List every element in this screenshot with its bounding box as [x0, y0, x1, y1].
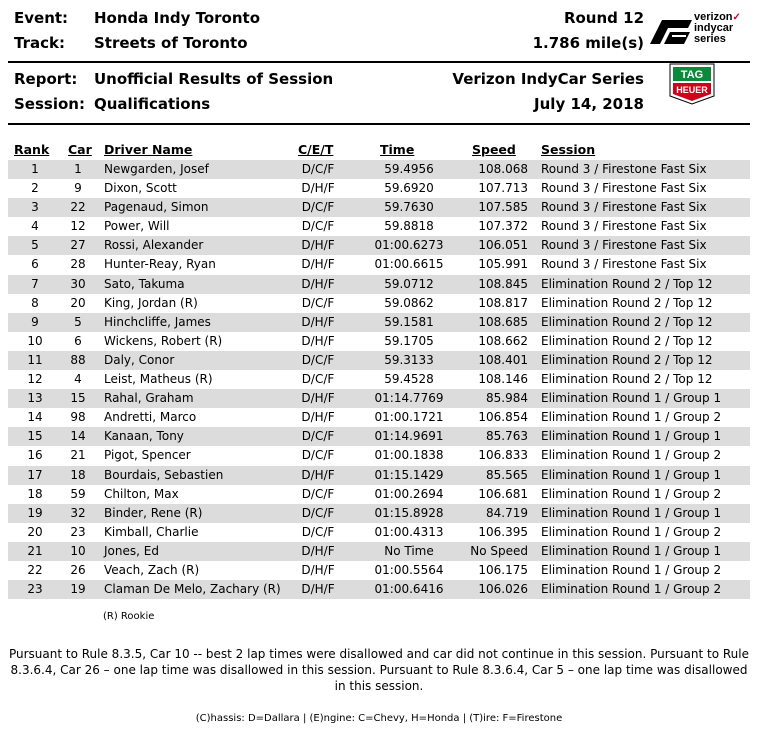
cell-time: 01:15.1429 — [374, 467, 444, 482]
header-time: Time — [380, 142, 415, 157]
cell-car: 30 — [70, 276, 86, 291]
cell-cet: D/C/F — [301, 505, 335, 520]
indycar-logo-line2: indycar — [694, 22, 734, 34]
cell-car: 12 — [70, 219, 86, 234]
cell-driver: Hinchcliffe, James — [104, 314, 211, 329]
header-car: Car — [68, 142, 92, 157]
cell-rank: 7 — [31, 276, 39, 291]
cell-driver: Kimball, Charlie — [104, 524, 199, 539]
cell-cet: D/H/F — [301, 410, 335, 425]
cell-session: Elimination Round 1 / Group 1 — [541, 391, 722, 406]
cell-session: Elimination Round 1 / Group 2 — [541, 410, 722, 425]
tag-logo-line1: TAG — [680, 69, 704, 81]
cell-driver: Sato, Takuma — [104, 276, 185, 291]
cell-time: 01:00.2694 — [374, 486, 444, 501]
tag-logo-line2: HEUER — [676, 85, 708, 95]
cell-car: 27 — [70, 238, 86, 253]
cell-rank: 3 — [31, 200, 39, 215]
cell-driver: Kanaan, Tony — [104, 429, 184, 444]
rookie-note: (R) Rookie — [103, 611, 155, 622]
indycar-mark-icon — [648, 14, 694, 50]
cell-time: 59.7630 — [384, 200, 434, 215]
cell-session: Elimination Round 1 / Group 2 — [541, 486, 722, 501]
cell-driver: Pigot, Spencer — [104, 448, 191, 463]
cell-time: 01:14.9691 — [374, 429, 444, 444]
track-value: Streets of Toronto — [94, 34, 248, 52]
cell-session: Elimination Round 1 / Group 1 — [541, 505, 722, 520]
cell-rank: 4 — [31, 219, 39, 234]
table-body — [8, 160, 750, 599]
cell-rank: 14 — [27, 410, 43, 425]
cell-cet: D/C/F — [301, 295, 335, 310]
cell-session: Elimination Round 1 / Group 2 — [541, 582, 722, 597]
cell-car: 59 — [70, 486, 86, 501]
cell-driver: Chilton, Max — [104, 486, 179, 501]
cell-rank: 9 — [31, 314, 39, 329]
round-value: Round 12 — [563, 9, 644, 27]
cell-time: 01:14.7769 — [374, 391, 444, 406]
series-name: Verizon IndyCar Series — [452, 70, 644, 88]
table-row — [8, 485, 750, 504]
cell-cet: D/H/F — [301, 257, 335, 272]
table-row — [8, 408, 750, 427]
cell-driver: Pagenaud, Simon — [104, 200, 209, 215]
cell-speed: 108.662 — [478, 333, 528, 348]
cell-session: Elimination Round 1 / Group 1 — [541, 429, 722, 444]
cell-session: Elimination Round 1 / Group 2 — [541, 448, 722, 463]
table-row — [8, 504, 750, 523]
cell-rank: 10 — [27, 333, 43, 348]
indycar-logo — [648, 10, 748, 52]
cell-car: 98 — [70, 410, 86, 425]
report-value: Unofficial Results of Session — [94, 70, 334, 88]
cell-rank: 21 — [27, 543, 43, 558]
cell-rank: 8 — [31, 295, 39, 310]
cell-cet: D/H/F — [301, 238, 335, 253]
cell-driver: Newgarden, Josef — [104, 162, 209, 176]
cell-driver: Bourdais, Sebastien — [104, 467, 224, 482]
cell-driver: Binder, Rene (R) — [104, 505, 203, 520]
cell-speed: 106.395 — [478, 524, 528, 539]
cell-car: 15 — [70, 391, 86, 406]
table-row — [8, 542, 750, 561]
cell-time: 59.6920 — [384, 181, 434, 196]
cell-speed: 106.854 — [478, 410, 528, 425]
track-length: 1.786 mile(s) — [532, 34, 644, 52]
cell-speed: 107.585 — [478, 200, 528, 215]
session-row — [14, 95, 644, 119]
cell-rank: 12 — [27, 372, 43, 387]
cell-rank: 17 — [27, 467, 43, 482]
cell-session: Round 3 / Firestone Fast Six — [541, 238, 707, 253]
cell-car: 28 — [70, 257, 86, 272]
cell-speed: 106.051 — [478, 238, 528, 253]
cell-time: 01:00.1721 — [374, 410, 444, 425]
cell-cet: D/C/F — [301, 524, 335, 539]
cell-rank: 6 — [31, 257, 39, 272]
cell-rank: 5 — [31, 238, 39, 253]
table-header — [8, 140, 750, 160]
cell-session: Elimination Round 1 / Group 2 — [541, 562, 722, 577]
cell-car: 32 — [70, 505, 86, 520]
cell-rank: 22 — [27, 562, 43, 577]
cell-time: 01:00.1838 — [374, 448, 444, 463]
cell-speed: 106.681 — [478, 486, 528, 501]
cell-cet: D/H/F — [301, 582, 335, 597]
cell-time: 01:00.5564 — [374, 562, 444, 577]
cell-car: 20 — [70, 295, 86, 310]
table-row — [8, 332, 750, 351]
table-row — [8, 179, 750, 198]
cell-cet: D/C/F — [301, 486, 335, 501]
event-row — [14, 9, 644, 33]
cell-session: Round 3 / Firestone Fast Six — [541, 257, 707, 272]
cell-driver: King, Jordan (R) — [104, 295, 198, 310]
track-label: Track: — [14, 34, 65, 52]
header-speed: Speed — [472, 142, 516, 157]
table-row — [8, 466, 750, 485]
cell-car: 18 — [70, 467, 86, 482]
cell-time: 01:00.6273 — [374, 238, 444, 253]
table-row — [8, 446, 750, 465]
cell-rank: 19 — [27, 505, 43, 520]
cell-session: Elimination Round 1 / Group 1 — [541, 467, 722, 482]
cell-driver: Daly, Conor — [104, 352, 175, 367]
header-driver: Driver Name — [104, 142, 193, 157]
cell-time: 59.1705 — [384, 333, 434, 348]
indycar-logo-line3: series — [694, 33, 726, 45]
cell-driver: Wickens, Robert (R) — [104, 333, 223, 348]
cell-car: 10 — [70, 543, 86, 558]
cell-session: Round 3 / Firestone Fast Six — [541, 200, 707, 215]
event-label: Event: — [14, 9, 69, 27]
cell-rank: 23 — [27, 582, 43, 597]
cell-cet: D/H/F — [301, 562, 335, 577]
header-session: Session — [541, 142, 596, 157]
cell-time: 59.4528 — [384, 372, 434, 387]
indycar-logo-line1: verizon✓ — [694, 11, 741, 23]
tag-heuer-logo — [668, 62, 716, 106]
cell-speed: No Speed — [470, 543, 528, 558]
event-value: Honda Indy Toronto — [94, 9, 261, 27]
cell-time: 59.3133 — [384, 352, 434, 367]
table-row — [8, 160, 750, 179]
session-label: Session: — [14, 95, 85, 113]
cell-session: Elimination Round 2 / Top 12 — [541, 352, 713, 367]
cell-speed: 108.817 — [478, 295, 528, 310]
cell-session: Elimination Round 1 / Group 1 — [541, 543, 722, 558]
cell-session: Elimination Round 2 / Top 12 — [541, 333, 713, 348]
cell-rank: 1 — [31, 162, 39, 176]
session-date: July 14, 2018 — [534, 95, 644, 113]
cell-session: Round 3 / Firestone Fast Six — [541, 181, 707, 196]
cell-speed: 84.719 — [486, 505, 528, 520]
cell-driver: Jones, Ed — [104, 543, 159, 558]
track-row — [14, 34, 644, 58]
cell-speed: 106.175 — [478, 562, 528, 577]
cell-speed: 106.026 — [478, 582, 528, 597]
cell-time: 59.0712 — [384, 276, 434, 291]
cell-time: 01:00.6416 — [374, 582, 444, 597]
table-row — [8, 580, 750, 599]
table-row — [8, 294, 750, 313]
cell-cet: D/H/F — [301, 181, 335, 196]
rule-note: Pursuant to Rule 8.3.5, Car 10 -- best 2 lap times were disallowed and car did not continue in this session. Pursuant to Rule 8.3.6.4, Car 26 – one lap time was disallowed in this session. Pursuant to Rule 8.3.6.4, Car 5 – one lap time was disallowed in this session. — [8, 647, 749, 693]
cell-session: Elimination Round 2 / Top 12 — [541, 314, 713, 329]
indycar-logo-text — [694, 12, 741, 45]
header-divider — [8, 61, 750, 63]
cell-rank: 11 — [27, 352, 43, 367]
cell-speed: 85.565 — [486, 467, 528, 482]
cell-cet: D/C/F — [301, 448, 335, 463]
table-row — [8, 255, 750, 274]
cell-car: 5 — [74, 314, 82, 329]
table-row — [8, 370, 750, 389]
table-row — [8, 275, 750, 294]
cell-session: Elimination Round 2 / Top 12 — [541, 295, 713, 310]
cell-time: 59.8818 — [384, 219, 434, 234]
cell-speed: 107.372 — [478, 219, 528, 234]
cell-cet: D/H/F — [301, 391, 335, 406]
cell-rank: 18 — [27, 486, 43, 501]
cell-time: 59.0862 — [384, 295, 434, 310]
cell-car: 19 — [70, 582, 86, 597]
cell-speed: 85.763 — [486, 429, 528, 444]
cell-session: Elimination Round 2 / Top 12 — [541, 276, 713, 291]
table-row — [8, 389, 750, 408]
cell-time: No Time — [384, 543, 434, 558]
cell-cet: D/H/F — [301, 276, 335, 291]
cell-driver: Rahal, Graham — [104, 391, 194, 406]
cell-speed: 108.401 — [478, 352, 528, 367]
cell-cet: D/C/F — [301, 162, 335, 176]
cell-rank: 15 — [27, 429, 43, 444]
cell-rank: 2 — [31, 181, 39, 196]
cell-driver: Veach, Zach (R) — [104, 562, 200, 577]
cell-cet: D/C/F — [301, 219, 335, 234]
cell-speed: 108.845 — [478, 276, 528, 291]
cell-car: 22 — [70, 200, 86, 215]
cell-car: 23 — [70, 524, 86, 539]
table-row — [8, 313, 750, 332]
cell-session: Round 3 / Firestone Fast Six — [541, 162, 707, 176]
table-row — [8, 427, 750, 446]
cell-cet: D/H/F — [301, 314, 335, 329]
header-rank: Rank — [14, 142, 50, 157]
header-cet: C/E/T — [298, 142, 334, 157]
table-row — [8, 217, 750, 236]
cell-cet: D/H/F — [301, 333, 335, 348]
table-row — [8, 236, 750, 255]
cell-driver: Rossi, Alexander — [104, 238, 204, 253]
cet-legend: (C)hassis: D=Dallara | (E)ngine: C=Chevy, H=Honda | (T)ire: F=Firestone — [195, 713, 563, 724]
cell-rank: 16 — [27, 448, 43, 463]
cell-speed: 105.991 — [478, 257, 528, 272]
cell-speed: 106.833 — [478, 448, 528, 463]
cell-session: Round 3 / Firestone Fast Six — [541, 219, 707, 234]
cell-car: 26 — [70, 562, 86, 577]
cell-speed: 85.984 — [486, 391, 528, 406]
cell-car: 88 — [70, 352, 86, 367]
table-row — [8, 523, 750, 542]
cell-speed: 108.685 — [478, 314, 528, 329]
cell-cet: D/H/F — [301, 467, 335, 482]
cell-time: 59.4956 — [384, 162, 434, 176]
table-row — [8, 198, 750, 217]
cell-car: 6 — [74, 333, 82, 348]
cell-cet: D/C/F — [301, 352, 335, 367]
cell-cet: D/C/F — [301, 429, 335, 444]
cell-car: 1 — [74, 162, 82, 176]
cell-car: 9 — [74, 181, 82, 196]
cell-driver: Dixon, Scott — [104, 181, 177, 196]
cell-time: 01:00.4313 — [374, 524, 444, 539]
table-row — [8, 351, 750, 370]
cell-speed: 107.713 — [478, 181, 528, 196]
session-value: Qualifications — [94, 95, 211, 113]
cell-car: 21 — [70, 448, 86, 463]
cell-cet: D/H/F — [301, 543, 335, 558]
cell-rank: 20 — [27, 524, 43, 539]
report-header — [0, 0, 758, 118]
cell-driver: Andretti, Marco — [104, 410, 197, 425]
cell-time: 59.1581 — [384, 314, 434, 329]
cell-rank: 13 — [27, 391, 43, 406]
cell-driver: Power, Will — [104, 219, 170, 234]
results-table — [8, 140, 750, 599]
cell-driver: Hunter-Reay, Ryan — [104, 257, 216, 272]
cell-time: 01:00.6615 — [374, 257, 444, 272]
cell-speed: 108.146 — [478, 372, 528, 387]
cell-cet: D/C/F — [301, 372, 335, 387]
report-row — [14, 70, 644, 94]
cell-session: Elimination Round 1 / Group 2 — [541, 524, 722, 539]
cell-speed: 108.068 — [478, 162, 528, 176]
table-row — [8, 561, 750, 580]
cell-driver: Claman De Melo, Zachary (R) — [104, 582, 281, 597]
cell-car: 4 — [74, 372, 82, 387]
cell-car: 14 — [70, 429, 86, 444]
report-label: Report: — [14, 70, 78, 88]
cell-driver: Leist, Matheus (R) — [104, 372, 213, 387]
header-bottom-divider — [8, 123, 750, 125]
cell-time: 01:15.8928 — [374, 505, 444, 520]
cell-cet: D/C/F — [301, 200, 335, 215]
cell-session: Elimination Round 2 / Top 12 — [541, 372, 713, 387]
